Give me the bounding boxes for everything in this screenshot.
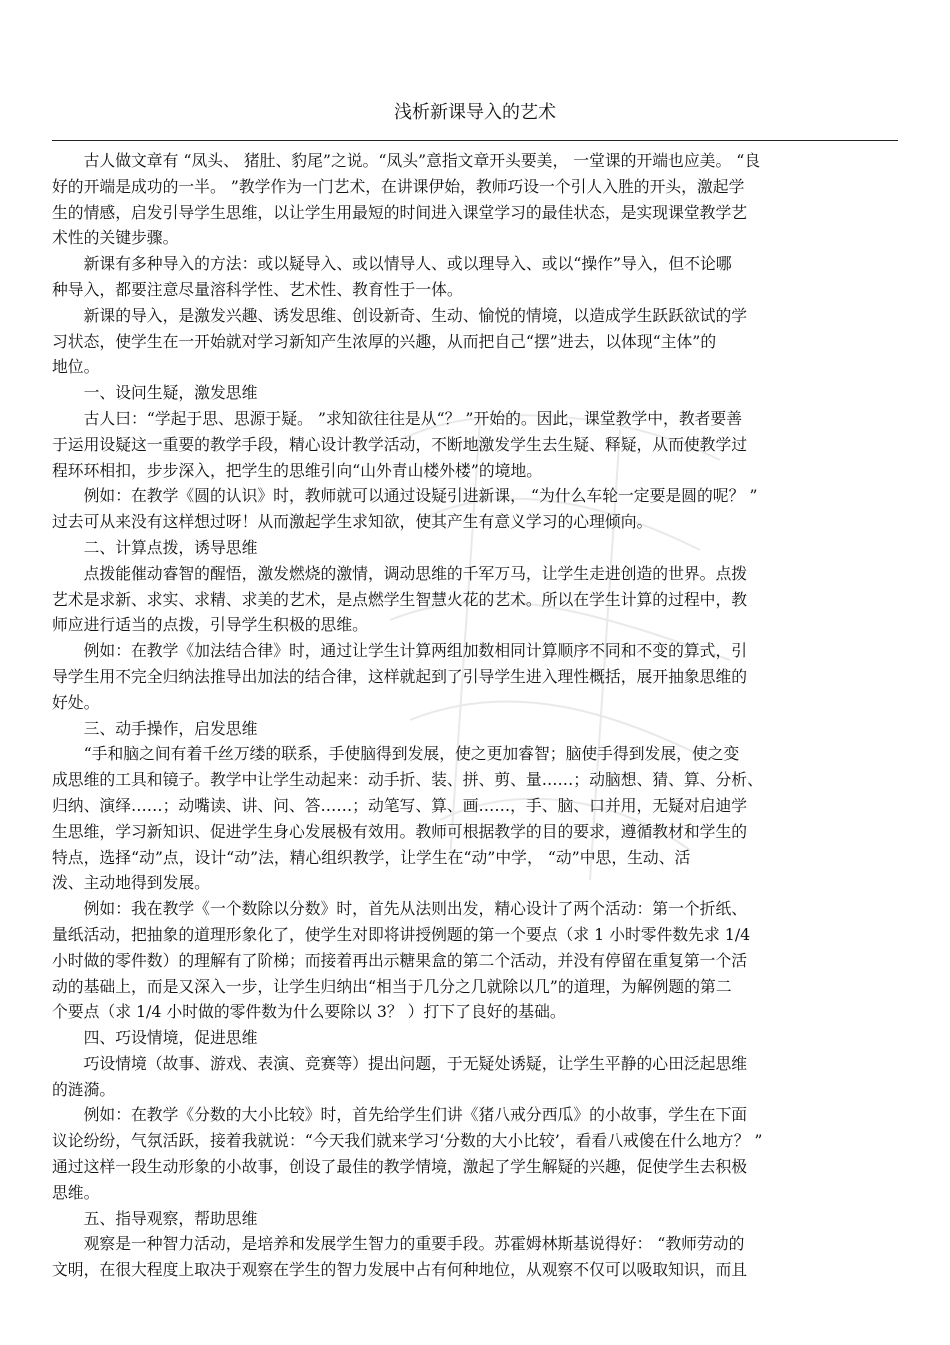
text-line: 通过这样一段生动形象的小故事，创设了最佳的教学情境，激起了学生解疑的兴趣，促使学生去积极: [52, 1157, 748, 1177]
text-line: 文明，在很大程度上取决于观察在学生的智力发展中占有何种地位，从观察不仅可以吸取知识，而且: [52, 1260, 748, 1280]
paragraph: [52, 148, 898, 251]
text-line: 生的情感，启发引导学生思维，以让学生用最短的时间进入课堂学习的最佳状态，是实现课堂教学艺: [52, 202, 748, 222]
text-line: 师应进行适当的点拨，引导学生积极的思维。: [52, 615, 368, 635]
text-line: 生思维，学习新知识、促进学生身心发展极有效用。教师可根据教学的目的要求，遵循教材和学生的: [52, 821, 748, 841]
text-line: 例如：在教学《圆的认识》时，教师就可以通过设疑引进新课， “为什么车轮一定要是圆的呢？ ”: [83, 486, 758, 506]
text-line: 例如：在教学《加法结合律》时，通过让学生计算两组加数相同计算顺序不同和不变的算式，引: [83, 641, 748, 661]
text-line: 导学生用不完全归纳法推导出加法的结合律，这样就起到了引导学生进入理性概括，展开抽象思维的: [52, 666, 748, 686]
text-line: 思维。: [52, 1182, 100, 1202]
section-heading: [52, 716, 898, 742]
section-heading: [52, 380, 898, 406]
text-line: 过去可从来没有这样想过呀！从而激起学生求知欲，使其产生有意义学习的心理倾向。: [52, 512, 653, 532]
text-line: 术性的关键步骤。: [52, 228, 179, 248]
text-line: 例如：在教学《分数的大小比较》时，首先给学生们讲《猪八戒分西瓜》的小故事，学生在下面: [83, 1105, 748, 1125]
paragraph: [52, 1051, 898, 1103]
document-title: 浅析新课导入的艺术: [394, 102, 556, 123]
text-line: 新课有多种导入的方法：或以疑导入、或以情导人、或以理导入、或以“操作”导入，但不论哪: [83, 254, 732, 274]
text-line: 好的开端是成功的一半。 ”教学作为一门艺术，在讲课伊始，教师巧设一个引人入胜的开头，激起学: [52, 176, 745, 196]
text-line: 巧设情境（故事、游戏、表演、竞赛等）提出问题，于无疑处诱疑，让学生平静的心田泛起思维: [83, 1053, 748, 1073]
text-line: “手和脑之间有着千丝万缕的联系，手使脑得到发展，使之更加睿智；脑使手得到发展，使之变: [83, 744, 740, 764]
text-line: 例如：我在教学《一个数除以分数》时，首先从法则出发，精心设计了两个活动：第一个折纸、: [83, 899, 748, 919]
text-line: 五、指导观察，帮助思维: [83, 1208, 258, 1228]
text-line: 习状态，使学生在一开始就对学习新知产生浓厚的兴趣，从而把自己“摆”进去，以体现“主体”的: [52, 331, 717, 351]
text-line: 动的基础上，而是又深入一步，让学生归纳出“相当于几分之几就除以几”的道理，为解例题的第二: [52, 976, 732, 996]
text-line: 于运用设疑这一重要的教学手段，精心设计教学活动，不断地激发学生去生疑、释疑，从而使教学过: [52, 434, 748, 454]
section-heading: [52, 1206, 898, 1232]
text-line: 地位。: [52, 357, 100, 377]
text-line: 一、设问生疑，激发思维: [83, 383, 258, 403]
text-line: 程环环相扣，步步深入，把学生的思维引向“山外青山楼外楼”的境地。: [52, 460, 543, 480]
section-heading: [52, 1025, 898, 1051]
paragraph: [52, 1231, 898, 1283]
paragraph: [52, 638, 898, 715]
paragraph: [52, 406, 898, 483]
text-line: 古人曰：“学起于思、思源于疑。 ”求知欲往往是从“？ ”开始的。因此，课堂教学中，教者要善: [83, 408, 743, 428]
text-line: 泼、主动地得到发展。: [52, 873, 210, 893]
paragraph: [52, 896, 898, 1025]
text-line: 新课的导入，是激发兴趣、诱发思维、创设新奇、生动、愉悦的情境，以造成学生跃跃欲试的学: [83, 305, 748, 325]
text-line: 观察是一种智力活动，是培养和发展学生智力的重要手段。苏霍姆林斯基说得好： “教师劳动的: [83, 1234, 745, 1254]
document-body: [52, 140, 898, 1283]
text-line: 议论纷纷，气氛活跃，接着我就说：“今天我们就来学习‘分数的大小比较’，看看八戒傻在什么地方？ ”: [52, 1131, 763, 1151]
text-line: 特点，选择“动”点，设计“动”法，精心组织教学，让学生在“动”中学， “动”中思，生动、活: [52, 847, 691, 867]
paragraph: [52, 561, 898, 638]
paragraph: [52, 483, 898, 535]
paragraph: [52, 303, 898, 380]
text-line: 二、计算点拨，诱导思维: [83, 537, 258, 557]
text-line: 个要点（求 1/4 小时做的零件数为什么要除以 3？ ）打下了良好的基础。: [52, 1002, 566, 1022]
text-line: 古人做文章有 “凤头、 猪肚、豹尾”之说。“凤头”意指文章开头要美， 一堂课的开端也应美。 “良: [83, 151, 761, 170]
text-line: 的涟漪。: [52, 1079, 116, 1099]
paragraph: [52, 251, 898, 303]
paragraph: [52, 1102, 898, 1205]
text-line: 成思维的工具和镜子。教学中让学生动起来：动手折、装、拼、剪、量……；动脑想、猜、算、分析、: [52, 770, 763, 790]
text-line: 四、巧设情境，促进思维: [83, 1028, 258, 1048]
text-line: 好处。: [52, 692, 100, 712]
paragraph: [52, 741, 898, 896]
text-line: 三、动手操作，启发思维: [83, 718, 258, 738]
section-heading: [52, 535, 898, 561]
text-line: 艺术是求新、求实、求精、求美的艺术，是点燃学生智慧火花的艺术。所以在学生计算的过程中，教: [52, 589, 748, 609]
text-line: 量纸活动，把抽象的道理形象化了，使学生对即将讲授例题的第一个要点（求 1 小时零件数先求 1/4: [52, 924, 751, 944]
text-line: 种导入，都要注意尽量溶科学性、艺术性、教育性于一体。: [52, 279, 463, 299]
text-line: 小时做的零件数）的理解有了阶梯；而接着再出示糖果盒的第二个活动，并没有停留在重复第一个活: [52, 950, 748, 970]
text-line: 点拨能催动睿智的醒悟，激发燃烧的激情，调动思维的千军万马，让学生走进创造的世界。点拨: [83, 563, 748, 583]
text-line: 归纳、演绎……；动嘴读、讲、问、答……；动笔写、算、画……，手、脑、口并用，无疑对启迪学: [52, 795, 748, 815]
